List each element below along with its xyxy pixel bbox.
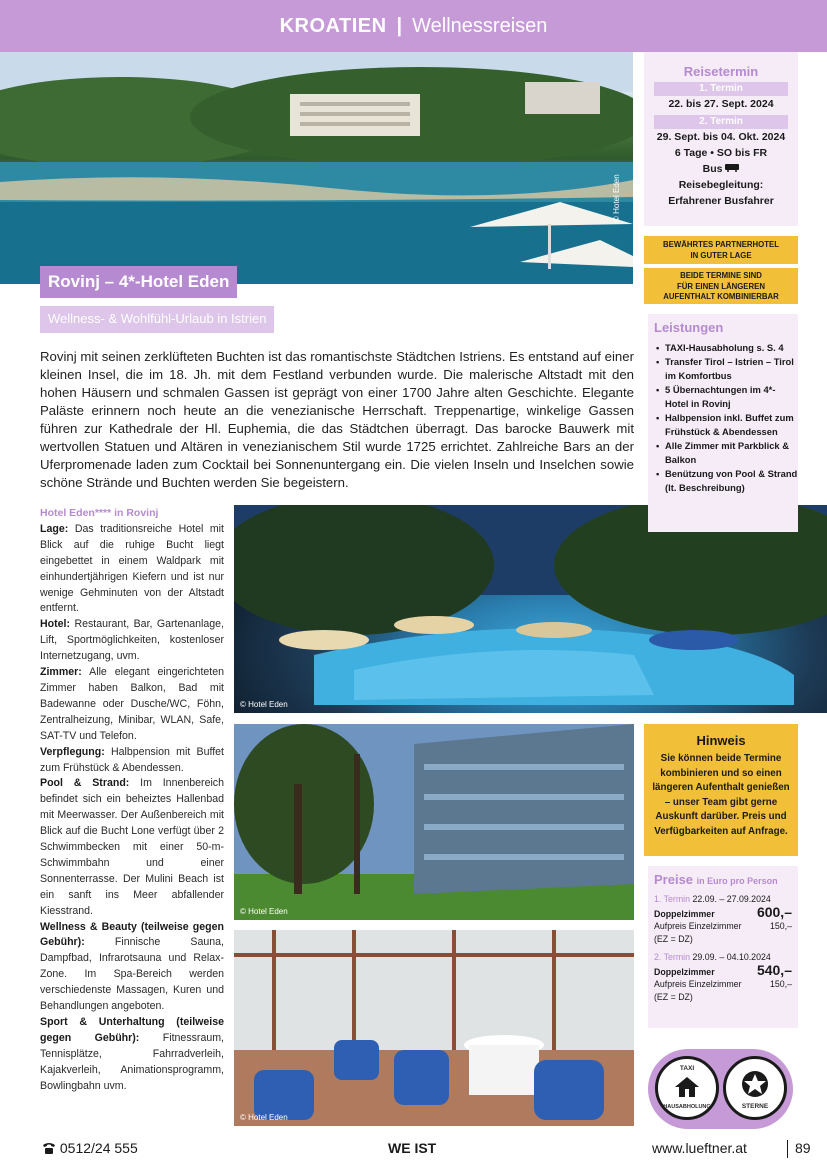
header-country: KROATIEN [279, 14, 387, 37]
hero-credit: © Hotel Eden [612, 174, 621, 222]
termin1-price-header: 1. Termin 22.09. – 27.09.2024 [654, 894, 771, 904]
guide-label: Reisebegleitung: [678, 179, 764, 191]
termin2-label: 2. Termin [654, 115, 788, 129]
page-title: Rovinj – 4*-Hotel Eden [40, 266, 237, 298]
preise-heading: Preise in Euro pro Person [654, 872, 778, 887]
photo1-credit: © Hotel Eden [240, 700, 288, 709]
hero-photo [0, 52, 633, 284]
hotel-building-photo [234, 724, 634, 920]
intro-paragraph: Rovinj mit seinen zerklüfteten Buchten ist das romantischste Städtchen Istriens. Es entstand auf einer kleinen Insel, die im 18. Jh. mit dem Festland verbunden wurde. Die malerische Altstadt mit den hohen Häusern und schmalen Gassen ist geprägt von einer 1700 Jahre alten Geschichte. Elegante Paläste erinnern noch heute an die venezianische Herrschaft. Treppenartige, winkelige Gassen führen zur Kathedrale der Hl. Euphemia, die das Städtchen überragt. Das barocke Bauwerk mit wertvollen Statuen und Altären in venezianischem Stil wurde 1725 errichtet. Zahlreiche Bars an der Uferpromenade laden zum Cocktail bei Sonnenuntergang ein. Die vielen Inseln und Inselchen sowie schöne Strände und Buchten werden Sie begeistern. [40, 349, 634, 490]
detail-sport: Sport & Unterhaltung (teilweise gegen Gebühr): Fitnessraum, Tennisplätze, Fahrradverleih, Kajakverleih, Animationsprogramm, Bowlingbahn uvm. [40, 1016, 224, 1092]
header-category: Wellnessreisen [412, 14, 548, 37]
page-subtitle: Wellness- & Wohlfühl-Urlaub in Istrien [40, 306, 274, 333]
restaurant-illustration [234, 930, 634, 1126]
detail-zimmer: Zimmer: Alle elegant eingerichteten Zimmer haben Balkon, Bad mit Badewanne oder Dusche/WC, Föhn, Zentralheizung, Minibar, WLAN, Safe, SAT-TV und Telefon. [40, 666, 225, 742]
photo3-credit: © Hotel Eden [240, 1113, 288, 1122]
hotel-details [40, 506, 224, 1095]
termin1-label: 1. Termin [654, 82, 788, 96]
termin2-note: (EZ = DZ) [654, 991, 693, 1002]
phone-icon [42, 1142, 56, 1154]
termin2-doppelzimmer: Doppelzimmer 540,– [654, 961, 792, 978]
list-item: • TAXI-Hausabholung s. S. 4 [654, 341, 798, 355]
house-icon [675, 1077, 699, 1097]
kombinierbar-badge: BEIDE TERMINE SIND FÜR EINEN LÄNGEREN AUFENTHALT KOMBINIERBAR [644, 268, 798, 304]
footer-center: WE IST [388, 1140, 437, 1156]
termin1-note: (EZ = DZ) [654, 933, 693, 944]
pool-photo [234, 505, 827, 713]
termin2-dates: 29. Sept. bis 04. Okt. 2024 [656, 131, 786, 143]
termin2-price-header: 2. Termin 29.09. – 04.10.2024 [654, 952, 771, 962]
page-footer [0, 1132, 827, 1169]
termin2-einzelzimmer: Aufpreis Einzelzimmer 150,– [654, 979, 792, 989]
bus-icon [725, 164, 739, 172]
footer-phone: 0512/24 555 [42, 1140, 138, 1156]
footer-divider [787, 1140, 788, 1158]
reisetermin-heading: Reisetermin [683, 64, 759, 79]
list-item: • Alle Zimmer mit Parkblick & Balkon [654, 439, 798, 467]
page-header [0, 0, 827, 52]
reisetermin-panel [644, 52, 798, 226]
preise-panel [648, 866, 798, 1028]
header-separator: | [396, 14, 403, 37]
guide-value: Erfahrener Busfahrer [668, 195, 774, 207]
termin1-doppelzimmer: Doppelzimmer 600,– [654, 903, 792, 920]
termin1-dates: 22. bis 27. Sept. 2024 [668, 98, 774, 110]
list-item: • Transfer Tirol – Istrien – Tirol im Komfortbus [654, 355, 798, 383]
termin2-price: 540,– [756, 961, 792, 978]
termin1-einzelzimmer: Aufpreis Einzelzimmer 150,– [654, 921, 792, 931]
leistungen-heading: Leistungen [654, 320, 724, 335]
hinweis-heading: Hinweis [696, 733, 746, 748]
footer-website[interactable]: www.lueftner.at [652, 1140, 747, 1156]
detail-verpflegung: Verpflegung: Halbpension mit Buffet zum Frühstück & Abendessen. [40, 745, 224, 774]
hinweis-panel [644, 724, 798, 856]
detail-lage: Lage: Das traditionsreiche Hotel mit Blick auf die ruhige Bucht liegt eingebettet in einem Waldpark mit einhundertjährigen Kiefern und ist nur wenige Gehminuten von der Altstadt entfernt. [40, 522, 224, 615]
star-icon [740, 1069, 770, 1099]
partnerhotel-badge: BEWÄHRTES PARTNERHOTEL IN GUTER LAGE [644, 236, 798, 264]
detail-hotel: Hotel: Restaurant, Bar, Gartenanlage, Lift, Sportmöglichkeiten, kostenloser Internetzugang, uvm. [40, 618, 225, 663]
restaurant-photo [234, 930, 634, 1126]
leistungen-list [654, 341, 798, 495]
seals-badge [648, 1049, 793, 1129]
pool-illustration [234, 505, 827, 713]
detail-wellness: Wellness & Beauty (teilweise gegen Gebühr): Finnische Sauna, Dampfbad, Infrarotsauna und Relax-Zone. Im Spa-Bereich werden verschiedenste Massagen, Kuren und Behandlungen angeboten. [40, 920, 224, 1013]
list-item: • 5 Übernachtungen im 4*-Hotel in Rovinj [654, 383, 798, 411]
page-number: 89 [795, 1140, 811, 1156]
taxi-seal: TAXI HAUSABHOLUNG [655, 1056, 719, 1120]
building-illustration [234, 724, 634, 920]
hero-illustration [0, 52, 633, 284]
list-item: • Benützung von Pool & Strand (lt. Beschreibung) [654, 467, 798, 495]
leistungen-panel [648, 314, 798, 532]
termin1-price: 600,– [756, 903, 792, 920]
hinweis-text: Sie können beide Termine kombinieren und so einen längeren Aufenthalt genießen – unser Team gibt gerne Auskunft darüber. Preis und Verfügbarkeiten auf Anfrage. [652, 753, 790, 837]
duration: 6 Tage • SO bis FR [674, 147, 768, 159]
list-item: • Halbpension inkl. Buffet zum Frühstück & Abendessen [654, 411, 798, 439]
detail-pool-strand: Pool & Strand: Im Innenbereich befindet sich ein beheiztes Hallenbad mit Meerwasser. Der Außenbereich mit Blick auf die Bucht Lone verfügt über 2 Schwimmbecken mit einer 50-m-Schwimmbahn und einer Sonnenterrasse. Der Mulini Beach ist ein sanft ins Meer abfallender Kiesstrand. [40, 777, 224, 917]
photo2-credit: © Hotel Eden [240, 907, 288, 916]
preise-subheading: in Euro pro Person [696, 876, 778, 886]
hotel-name: Hotel Eden**** in Rovinj [40, 507, 159, 519]
transport [644, 161, 798, 177]
transport-label: Bus [702, 163, 723, 175]
stars-seal: STERNE [723, 1056, 787, 1120]
